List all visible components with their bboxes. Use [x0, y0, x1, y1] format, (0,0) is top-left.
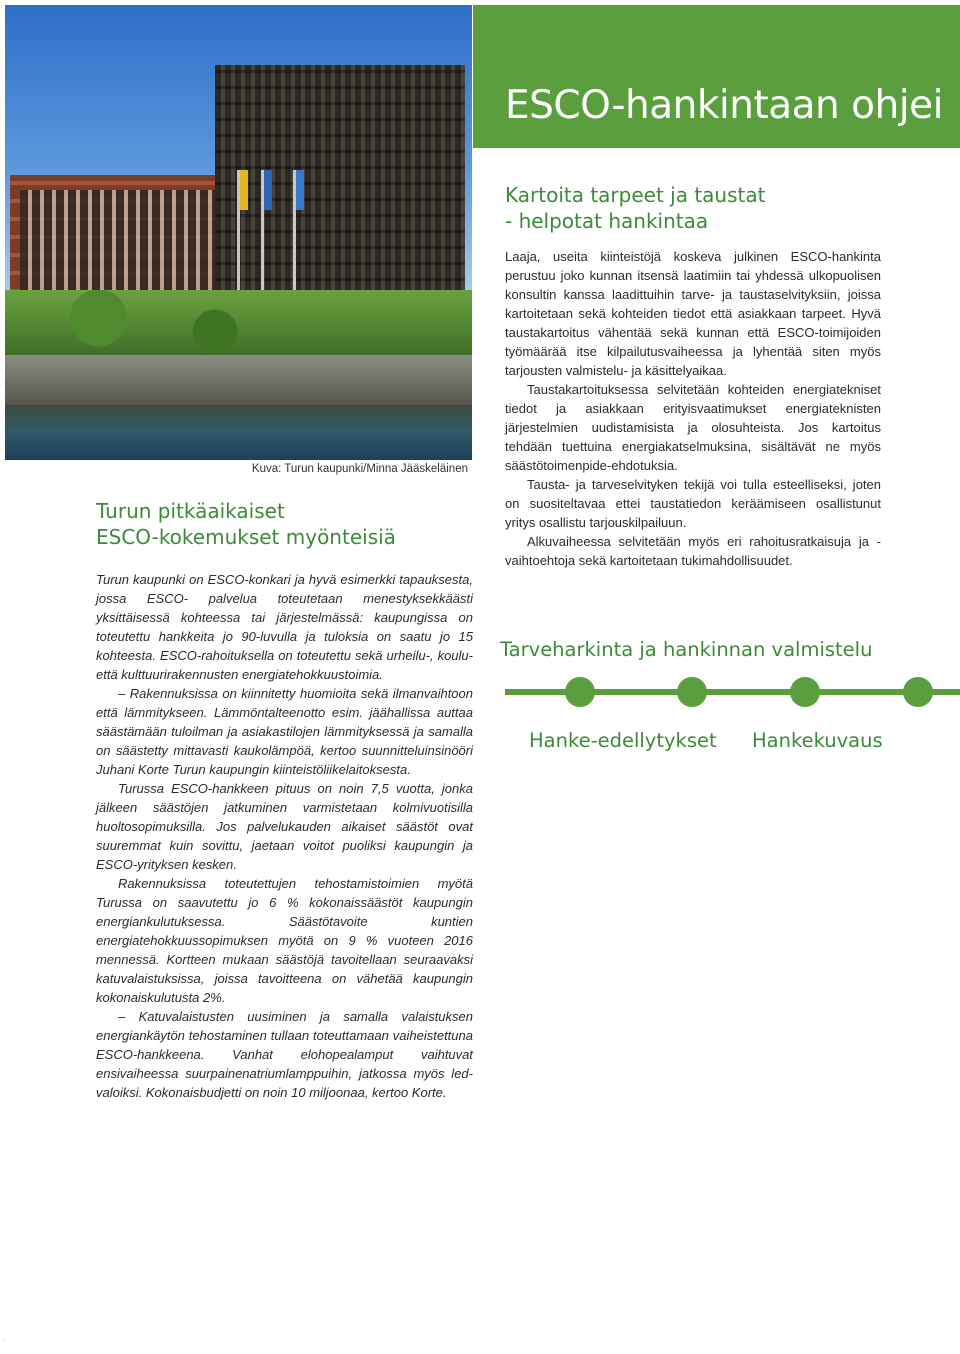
- page-title: ESCO-hankintaan ohjei: [505, 83, 943, 128]
- article-paragraph: – Rakennuksissa on kiinnitetty huomioita sekä ilmanvaihtoon että lämmitykseen. Lämmöntalteenotto esim. jäähallissa auttaa säästämään tuloilman ja asiakastilojen lämmityksessä ja samalla on säästetty mittavasti kaukolämpöä, kertoo suunnitteluinsinööri Juhani Korte Turun kaupungin kiinteistöliikelaitoksesta.: [96, 686, 473, 777]
- article-paragraph: Laaja, useita kiinteistöjä koskeva julkinen ESCO-hankinta perustuu joko kunnan itsensä laatimiin tai yhdessä ulkopuolisen konsultin kanssa laadittuihin tarve- ja taustaselvityksiin, joissa kartoitetaan sekä kohteiden tiedot että asiakkaan tarpeet. Hyvä taustakartoitus vähentää sekä kunnan että ESCO-toimijoiden työmäärää itse kilpailutusvaiheessa ja lyhentää siten myös tarjousten valmistelu- ja käsittelyaikaa.: [505, 249, 881, 378]
- right-heading: [505, 182, 925, 234]
- step-label: Hankekuvaus: [752, 729, 883, 752]
- title-banner: [473, 5, 960, 148]
- left-heading-line: Turun pitkäaikaiset: [96, 499, 285, 523]
- article-paragraph: Tausta- ja tarveselvityken tekijä voi tulla esteelliseksi, joten on suositeltavaa ettei taustatiedon keräämiseen osallistunut yritys osallistu tarjouskilpailuun.: [505, 477, 881, 530]
- left-heading-line: ESCO-kokemukset myönteisiä: [96, 525, 396, 549]
- timeline-step-dot: [903, 677, 933, 707]
- article-paragraph: Turun kaupunki on ESCO-konkari ja hyvä esimerkki tapauksesta, jossa ESCO- palvelua toteutetaan menestyksekkäästi yksittäisessä kohteessa tai järjestelmässä: kaupungissa on toteutettu hankkeita jo 90-luvulla ja tuloksia on saatu jo 15 kohteesta. ESCO-rahoituksella on toteutettu sekä urheilu-, koulu- että kulttuurirakennusten energiatehokkuustoimia.: [96, 572, 473, 682]
- timeline-step-dot: [790, 677, 820, 707]
- article-paragraph: Taustakartoituksessa selvitetään kohteiden energiatekniset tiedot ja asiakkaan erityisvaatimukset energiateknisten järjestelmien uudistamisista ja olosuhteista. Jos kartoitus tehdään tuettuina energiakatselmuksina, sisältävät ne myös säästötoimenpide-ehdotuksia.: [505, 382, 881, 473]
- process-timeline: [505, 677, 960, 707]
- building-photo: [5, 5, 472, 460]
- right-article: [505, 247, 881, 570]
- left-heading: [96, 498, 476, 550]
- right-heading-line: - helpotat hankintaa: [505, 209, 709, 233]
- article-paragraph: Alkuvaiheessa selvitetään myös eri rahoitusratkaisuja ja -vaihtoehtoja sekä kartoitetaan tukimahdollisuudet.: [505, 534, 881, 568]
- left-article: [96, 570, 473, 1102]
- photo-river: [5, 405, 472, 460]
- timeline-step-dot: [565, 677, 595, 707]
- article-paragraph: – Katuvalaistusten uusiminen ja samalla valaistuksen energiankäytön tehostaminen tullaan toteuttamaan vaiheistettuna ESCO-hankkeena. Vanhat elohopealamput vaihtuvat ensivaiheessa suurpainenatriumlamppuihin, jatkossa myös led-valoiksi. Kokonaisbudjetti on noin 10 miljoonaa, kertoo Korte.: [96, 1009, 473, 1100]
- article-paragraph: Turussa ESCO-hankkeen pituus on noin 7,5 vuotta, jonka jälkeen säästöjen jatkuminen varmistetaan kolmivuotisilla huoltosopimuksilla. Jos palvelukauden aikaiset säästöt ovat suuremmat kuin sovittu, jaetaan voitot puoliksi kaupungin ja ESCO-yrityksen kesken.: [96, 781, 473, 872]
- timeline-step-dot: [677, 677, 707, 707]
- photo-trees: [5, 290, 472, 360]
- page-mark: .: [4, 1336, 6, 1342]
- right-heading-line: Kartoita tarpeet ja taustat: [505, 183, 766, 207]
- step-label: Hanke-edellytykset: [529, 729, 717, 752]
- section-title: Tarveharkinta ja hankinnan valmistelu: [500, 638, 873, 661]
- photo-caption: Kuva: Turun kaupunki/Minna Jääskeläinen: [251, 463, 468, 475]
- photo-quay: [5, 355, 472, 405]
- article-paragraph: Rakennuksissa toteutettujen tehostamistoimien myötä Turussa on saavutettu jo 6 % kokonaissäästöt kaupungin energiankulutuksessa. Säästötavoite kuntien energiatehokkuussopimuksen myötä on 9 % vuoteen 2016 mennessä. Kortteen mukaan säästöjä tavoitellaan seuraavaksi katuvalaistuksissa, joissa tavoitteena on vähetää kaupungin kokonaiskulutusta 2%.: [96, 876, 473, 1005]
